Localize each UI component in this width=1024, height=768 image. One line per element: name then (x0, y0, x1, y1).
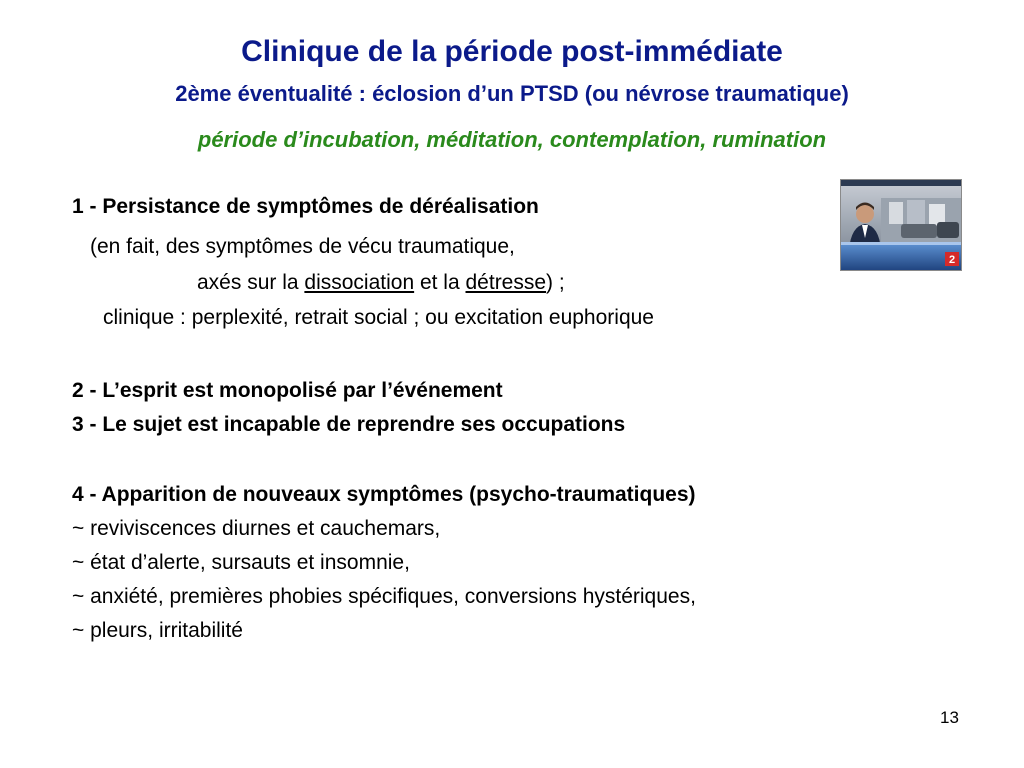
term-dissociation: dissociation (304, 271, 415, 294)
point-1-line-c: clinique : perplexité, retrait social ; ou excitation euphorique (103, 306, 654, 329)
point-3: 3 - Le sujet est incapable de reprendre ses occupations (72, 413, 626, 436)
point-1-line-b-mid: et la (414, 271, 466, 294)
page-number: 13 (940, 708, 959, 727)
point-1-line-a: (en fait, des symptômes de vécu traumatique, (90, 235, 515, 258)
slide-subline: période d’incubation, méditation, contemplation, rumination (197, 127, 827, 152)
point-4-item: ~ état d’alerte, sursauts et insomnie, (72, 551, 410, 574)
news-thumbnail-image (840, 179, 962, 271)
slide-title: Clinique de la période post-immédiate (241, 35, 783, 68)
point-4-item: ~ reviviscences diurnes et cauchemars, (72, 517, 441, 540)
point-1-line-b-prefix: axés sur la (197, 271, 305, 294)
channel-logo-label: 2 (948, 254, 956, 266)
point-1-line-b-suffix: ) ; (546, 271, 565, 294)
point-1-line-b (197, 270, 565, 296)
point-4-heading: 4 - Apparition de nouveaux symptômes (psycho-traumatiques) (72, 483, 696, 506)
point-4-item: ~ anxiété, premières phobies spécifiques, conversions hystériques, (72, 585, 696, 608)
slide-subtitle: 2ème éventualité : éclosion d’un PTSD (ou névrose traumatique) (175, 81, 849, 106)
point-2: 2 - L’esprit est monopolisé par l’événement (72, 379, 503, 402)
news-scene-graphic (841, 180, 962, 271)
point-4-item: ~ pleurs, irritabilité (72, 619, 243, 642)
term-detresse: détresse (465, 271, 547, 294)
point-1-heading: 1 - Persistance de symptômes de déréalisation (72, 195, 539, 218)
